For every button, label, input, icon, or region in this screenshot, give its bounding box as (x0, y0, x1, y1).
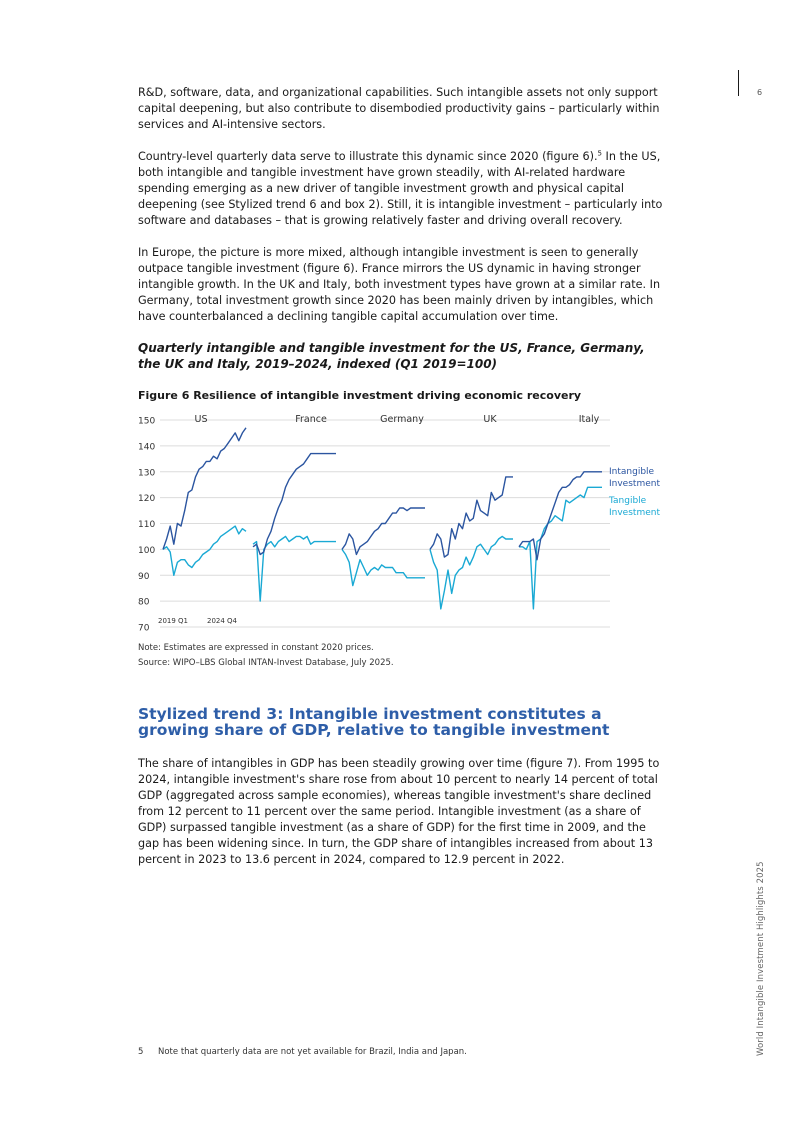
y-tick-label: 110 (138, 520, 156, 530)
panel-label-us: US (194, 414, 208, 425)
legend-label: Investment (609, 508, 660, 518)
side-running-title: World Intangible Investment Highlights 2025 (756, 861, 766, 1056)
y-tick-label: 140 (138, 442, 156, 453)
y-tick-label: 100 (138, 545, 156, 556)
intangible-line-uk (430, 477, 513, 557)
x-tick-label-end: 2024 Q4 (207, 617, 238, 625)
intangible-line-germany (342, 508, 425, 555)
paragraph-2-text: Country-level quarterly data serve to illustrate this dynamic since 2020 (figure 6). (138, 150, 598, 163)
figure-title: Figure 6 Resilience of intangible investment driving economic recovery (138, 389, 582, 402)
y-tick-label: 150 (138, 416, 156, 427)
legend-label: Tangible (609, 496, 647, 506)
legend-label: Intangible (609, 467, 655, 477)
intangible-line-france (253, 454, 336, 555)
y-tick-label: 130 (138, 468, 156, 479)
footnote (138, 1047, 467, 1057)
y-tick-label: 90 (138, 571, 150, 582)
footnote-text: Note that quarterly data are not yet available for Brazil, India and Japan. (158, 1047, 467, 1057)
x-tick-label-start: 2019 Q1 (158, 617, 189, 625)
panel-label-italy: Italy (578, 414, 600, 425)
figure-note: Note: Estimates are expressed in constant 2020 prices. (138, 643, 374, 653)
figure-caption: Quarterly intangible and tangible investment for the US, France, Germany, the UK and Italy, 2019–2024, indexed (Q1 2019=100) (138, 341, 645, 371)
page-number: 6 (757, 88, 763, 97)
panel-label-uk: UK (483, 414, 497, 425)
intangible-line-italy (519, 472, 602, 560)
y-tick-label: 80 (138, 597, 150, 608)
panel-label-germany: Germany (380, 414, 424, 425)
footnote-reference[interactable]: 5 (597, 149, 602, 158)
y-tick-label: 70 (138, 623, 150, 634)
footnote-number: 5 (138, 1047, 144, 1057)
body-paragraph-3: In Europe, the picture is more mixed, although intangible investment is seen to generally outpace tangible investment (figure 6). France mirrors the US dynamic in having stronger intangible growth. In the UK and Italy, both investment types have grown at a similar rate. In Germany, total investment growth since 2020 has been mainly driven by intangibles, which have counterbalanced a declining tangible capital accumulation over time. (138, 246, 661, 323)
tangible-line-italy (519, 487, 602, 609)
tangible-line-germany (342, 549, 425, 585)
body-paragraph-1: R&D, software, data, and organizational capabilities. Such intangible assets not only support capital deepening, but also contribute to disembodied productivity gains – particularly within services and AI-intensive sectors. (138, 86, 660, 131)
panel-label-france: France (295, 414, 327, 425)
figure-source: Source: WIPO–LBS Global INTAN-Invest Database, July 2025. (138, 658, 394, 668)
section-heading: Stylized trend 3: Intangible investment constitutes a growing share of GDP, relative to tangible investment (138, 705, 610, 739)
paragraph-2-text-cont: In the US, both intangible and tangible investment have grown steadily, with AI-related hardware spending emerging as a new driver of tangible investment growth and physical capital deepening (see Stylized trend 6 and box 2). Still, it is intangible investment – particularly into software and databases – that is growing relatively faster and driving overall recovery. (138, 150, 663, 227)
legend-label: Investment (609, 479, 660, 489)
y-tick-label: 120 (138, 494, 156, 505)
section-paragraph-1: The share of intangibles in GDP has been steadily growing over time (figure 7). From 1995 to 2024, intangible investment's share rose from about 10 percent to nearly 14 percent of total GDP (aggregated across sample economies), whereas tangible investment's share declined from 12 percent to 11 percent over the same period. Intangible investment (as a share of GDP) surpassed tangible investment (as a share of GDP) for the first time in 2009, and the gap has been widening since. In turn, the GDP share of intangibles increased from about 13 percent in 2023 to 13.6 percent in 2024, compared to 12.9 percent in 2022. (138, 757, 660, 866)
